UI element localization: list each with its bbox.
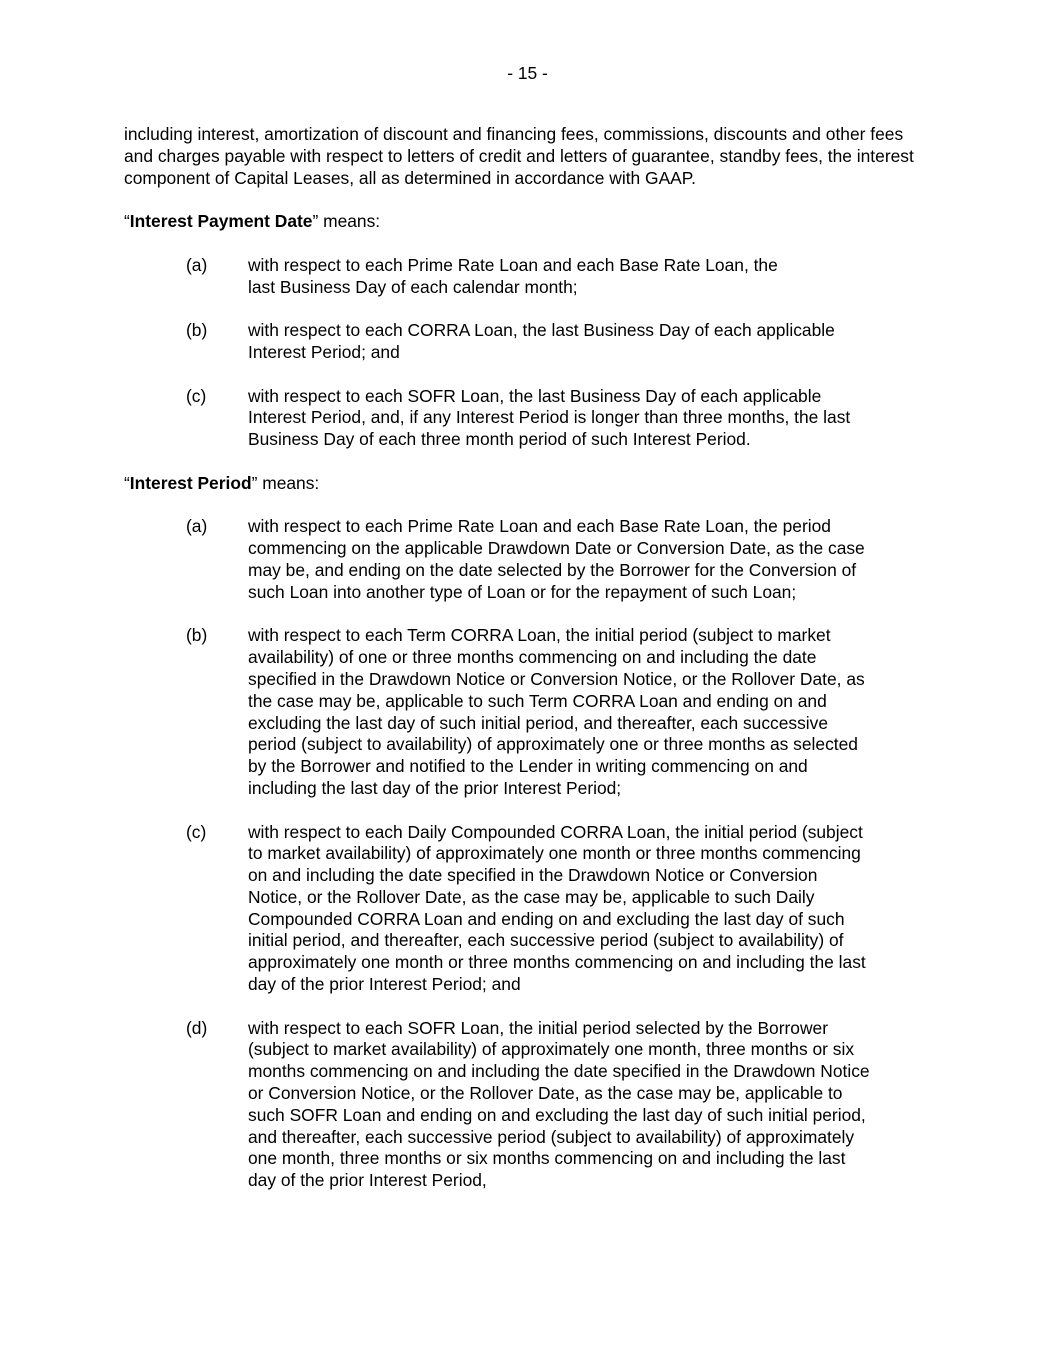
text-line: with respect to each Prime Rate Loan and each Base Rate Loan, the period bbox=[248, 516, 831, 537]
item-label: (c) bbox=[186, 821, 207, 842]
text-line: such SOFR Loan and ending on and excluding the last day of such initial period, bbox=[248, 1104, 866, 1125]
text-line: on and including the date specified in the Drawdown Notice or Conversion bbox=[248, 865, 818, 886]
text-line: with respect to each Daily Compounded CORRA Loan, the initial period (subject bbox=[248, 821, 863, 842]
item-text bbox=[248, 320, 936, 364]
text-line: with respect to each Prime Rate Loan and each Base Rate Loan, the bbox=[248, 254, 778, 275]
text-line: Compounded CORRA Loan and ending on and excluding the last day of such bbox=[248, 908, 845, 929]
item-label: (d) bbox=[186, 1017, 208, 1038]
text-line: commencing on the applicable Drawdown Date or Conversion Date, as the case bbox=[248, 538, 865, 559]
item-label: (a) bbox=[186, 254, 208, 275]
text-line: Interest Period; and bbox=[248, 341, 400, 362]
item-label: (a) bbox=[186, 516, 208, 537]
item-text bbox=[248, 386, 936, 451]
text-line: period (subject to availability) of approximately one or three months as selected bbox=[248, 734, 858, 755]
definition-suffix: ” means: bbox=[312, 211, 381, 232]
definition-suffix: ” means: bbox=[251, 472, 320, 493]
text-line: including the last day of the prior Interest Period; bbox=[248, 777, 622, 798]
definition-heading bbox=[124, 473, 936, 495]
definition-item bbox=[124, 1018, 936, 1192]
definitions-list bbox=[124, 211, 936, 1192]
text-line: last Business Day of each calendar month; bbox=[248, 276, 578, 297]
text-line: with respect to each CORRA Loan, the last Business Day of each applicable bbox=[248, 320, 835, 341]
text-line: such Loan into another type of Loan or for the repayment of such Loan; bbox=[248, 581, 797, 602]
text-line: Business Day of each three month period of such Interest Period. bbox=[248, 429, 751, 450]
text-line: or Conversion Notice, or the Rollover Date, as the case may be, applicable to bbox=[248, 1083, 843, 1104]
text-line: with respect to each SOFR Loan, the initial period selected by the Borrower bbox=[248, 1017, 828, 1038]
definition-item bbox=[124, 822, 936, 996]
definition-item bbox=[124, 255, 936, 299]
item-text bbox=[248, 625, 936, 799]
text-line: to market availability) of approximately one month or three months commencing bbox=[248, 843, 861, 864]
text-line: one month, three months or six months commencing on and including the last bbox=[248, 1148, 846, 1169]
text-line: excluding the last day of such initial period, and thereafter, each successive bbox=[248, 712, 829, 733]
intro-paragraph: including interest, amortization of discount and financing fees, commissions, discounts and other fees and charges payable with respect to letters of credit and letters of guarantee, standby fees, the interest component of Capital Leases, all as determined in accordance with GAAP. bbox=[124, 124, 914, 188]
text-line: with respect to each SOFR Loan, the last Business Day of each applicable bbox=[248, 385, 822, 406]
text-line: Notice, or the Rollover Date, as the case may be, applicable to such Daily bbox=[248, 886, 815, 907]
text-line: may be, and ending on the date selected by the Borrower for the Conversion of bbox=[248, 559, 857, 580]
text-line: specified in the Drawdown Notice or Conversion Notice, or the Rollover Date, as bbox=[248, 668, 865, 689]
open-quote: “ bbox=[124, 211, 130, 232]
text-line: (subject to market availability) of approximately one month, three months or six bbox=[248, 1039, 855, 1060]
text-line: the case may be, applicable to such Term CORRA Loan and ending on and bbox=[248, 690, 827, 711]
text-line: day of the prior Interest Period; and bbox=[248, 974, 521, 995]
item-text bbox=[248, 822, 936, 996]
definition-item bbox=[124, 516, 936, 603]
text-line: approximately one month or three months commencing on and including the last bbox=[248, 952, 866, 973]
text-line: with respect to each Term CORRA Loan, the initial period (subject to market bbox=[248, 625, 831, 646]
item-text bbox=[248, 255, 936, 299]
text-line: and thereafter, each successive period (subject to availability) of approximately bbox=[248, 1126, 855, 1147]
item-text bbox=[248, 1018, 936, 1192]
defined-term: Interest Payment Date bbox=[129, 211, 313, 232]
item-label: (c) bbox=[186, 385, 207, 406]
page-content bbox=[124, 124, 936, 1214]
text-line: initial period, and thereafter, each successive period (subject to availability) of bbox=[248, 930, 844, 951]
definition-item bbox=[124, 386, 936, 451]
text-line: by the Borrower and notified to the Lender in writing commencing on and bbox=[248, 756, 808, 777]
definition-item bbox=[124, 320, 936, 364]
item-label: (b) bbox=[186, 320, 208, 341]
item-label: (b) bbox=[186, 625, 208, 646]
definition-item bbox=[124, 625, 936, 799]
defined-term: Interest Period bbox=[129, 472, 252, 493]
text-line: months commencing on and including the date specified in the Drawdown Notice bbox=[248, 1061, 870, 1082]
item-text bbox=[248, 516, 936, 603]
text-line: availability) of one or three months commencing on and including the date bbox=[248, 647, 817, 668]
open-quote: “ bbox=[124, 472, 130, 493]
text-line: day of the prior Interest Period, bbox=[248, 1170, 487, 1191]
definition-heading bbox=[124, 211, 936, 233]
page-number: - 15 - bbox=[507, 63, 548, 83]
text-line: Interest Period, and, if any Interest Period is longer than three months, the last bbox=[248, 407, 851, 428]
